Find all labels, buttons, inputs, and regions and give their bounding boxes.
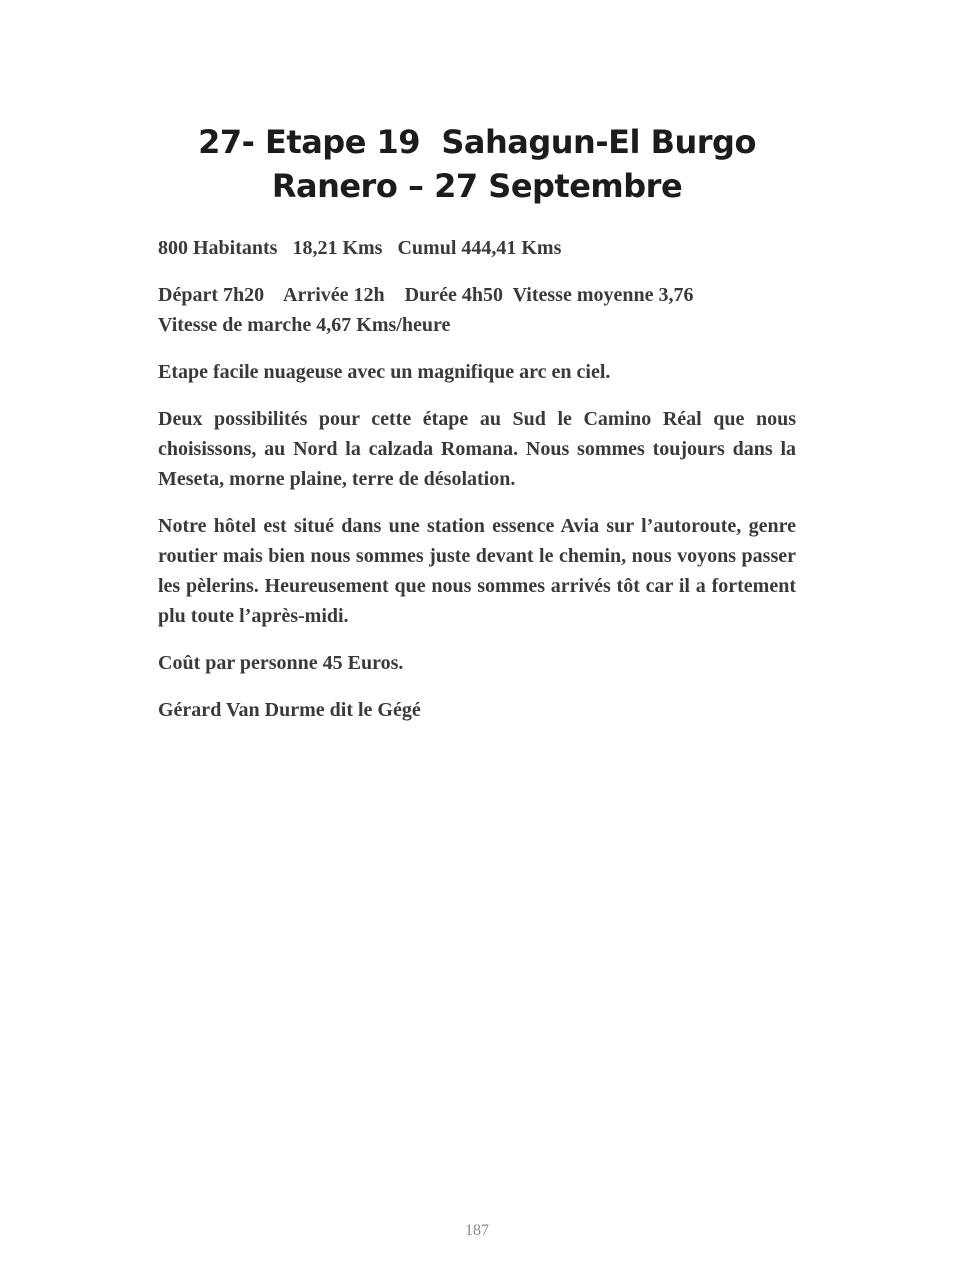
title-line-2: Ranero – 27 Septembre — [271, 167, 683, 205]
paragraph-hotel: Notre hôtel est situé dans une station essence Avia sur l’autoroute, genre routier mais bien nous sommes juste devant le chemin, nous voyons passer les pèlerins. Heureusement que nous sommes arrivés tôt car il a fortement plu toute l’après-midi. — [158, 515, 796, 627]
title-line-1: 27- Etape 19 Sahagun-El Burgo — [198, 123, 756, 161]
page-title — [158, 120, 796, 208]
body-text — [158, 233, 796, 742]
stats-line-times: Départ 7h20 Arrivée 12h Durée 4h50 Vitesse moyenne 3,76 — [158, 284, 694, 306]
stats-block-times — [158, 280, 796, 340]
stats-line-habitants: 800 Habitants 18,21 Kms Cumul 444,41 Kms — [158, 237, 562, 259]
author-signature: Gérard Van Durme dit le Gégé — [158, 699, 421, 721]
stats-line-walking-speed: Vitesse de marche 4,67 Kms/heure — [158, 314, 451, 336]
paragraph-summary: Etape facile nuageuse avec un magnifique arc en ciel. — [158, 361, 611, 383]
paragraph-route-options: Deux possibilités pour cette étape au Sud le Camino Réal que nous choisissons, au Nord la calzada Romana. Nous sommes toujours dans la Meseta, morne plaine, terre de désolation. — [158, 408, 796, 490]
paragraph-cost: Coût par personne 45 Euros. — [158, 652, 404, 674]
page-number: 187 — [465, 1222, 489, 1239]
